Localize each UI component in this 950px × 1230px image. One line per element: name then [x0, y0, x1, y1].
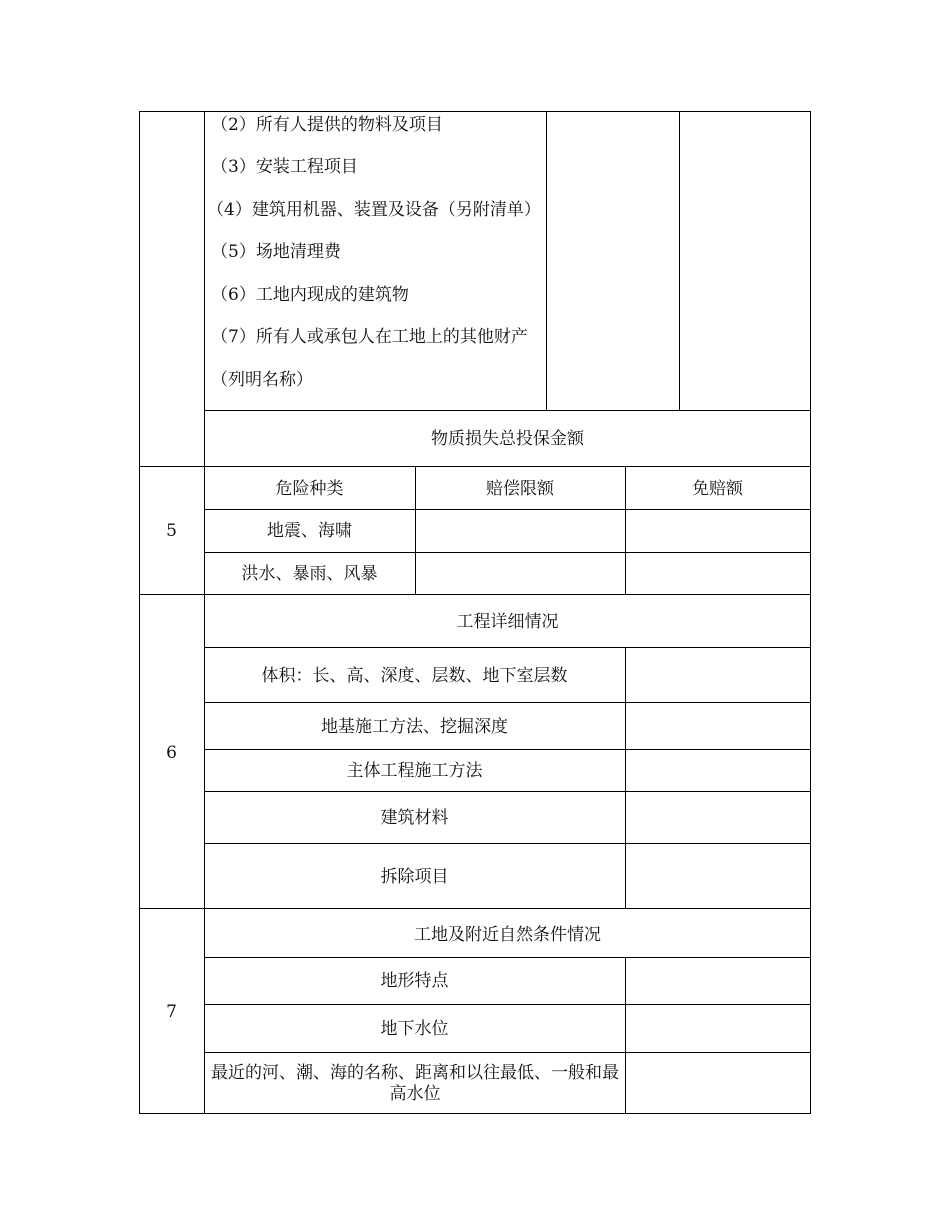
property-item: （3）安装工程项目 — [211, 157, 358, 177]
col-divider — [679, 111, 680, 411]
col-divider — [625, 647, 626, 909]
detail-label: 主体工程施工方法 — [346, 761, 483, 781]
property-item: （2）所有人提供的物料及项目 — [211, 115, 443, 135]
property-item: （5）场地清理费 — [211, 242, 341, 262]
section-title: 工程详细情况 — [456, 612, 559, 632]
table-border-left — [139, 111, 140, 1114]
section-number: 5 — [166, 521, 177, 541]
detail-label: 体积：长、高、深度、层数、地下室层数 — [261, 666, 568, 686]
property-item: （列明名称） — [211, 370, 313, 390]
row-divider — [204, 843, 811, 844]
condition-label: 地形特点 — [380, 971, 449, 991]
row-divider — [204, 552, 811, 553]
section-title: 工地及附近自然条件情况 — [414, 925, 601, 945]
table-border-top — [139, 111, 811, 112]
detail-label: 建筑材料 — [380, 808, 449, 828]
detail-label: 地基施工方法、挖掘深度 — [321, 717, 508, 737]
section-number: 7 — [166, 1002, 177, 1022]
row-divider — [204, 509, 811, 510]
property-item: （6）工地内现成的建筑物 — [211, 285, 409, 305]
detail-label: 拆除项目 — [380, 867, 449, 887]
property-item: （4）建筑用机器、装置及设备（另附清单） — [207, 200, 541, 220]
row-divider — [139, 908, 811, 909]
condition-label: 最近的河、潮、海的名称、距离和以往最低、一般和最高水位 — [211, 1063, 619, 1104]
row-divider — [204, 749, 811, 750]
row-divider — [139, 594, 811, 595]
row-divider — [204, 957, 811, 958]
col-divider — [625, 957, 626, 1114]
section-number: 6 — [166, 743, 177, 763]
col-divider — [546, 111, 547, 411]
row-divider — [204, 1004, 811, 1005]
total-insured-label: 物质损失总投保金额 — [431, 429, 584, 449]
property-item: （7）所有人或承包人在工地上的其他财产 — [211, 327, 528, 347]
column-header-deductible: 免赔额 — [692, 479, 743, 499]
risk-type-cell: 洪水、暴雨、风暴 — [241, 564, 378, 584]
risk-type-cell: 地震、海啸 — [267, 521, 352, 541]
column-header-risk-type: 危险种类 — [275, 479, 344, 499]
row-divider — [139, 466, 811, 467]
row-divider — [204, 702, 811, 703]
row-divider — [204, 647, 811, 648]
table-border-bottom — [139, 1113, 811, 1114]
row-divider — [204, 791, 811, 792]
column-header-limit: 赔偿限额 — [486, 479, 554, 499]
row-divider — [204, 1052, 811, 1053]
condition-label: 地下水位 — [380, 1019, 449, 1039]
row-divider — [204, 410, 811, 411]
